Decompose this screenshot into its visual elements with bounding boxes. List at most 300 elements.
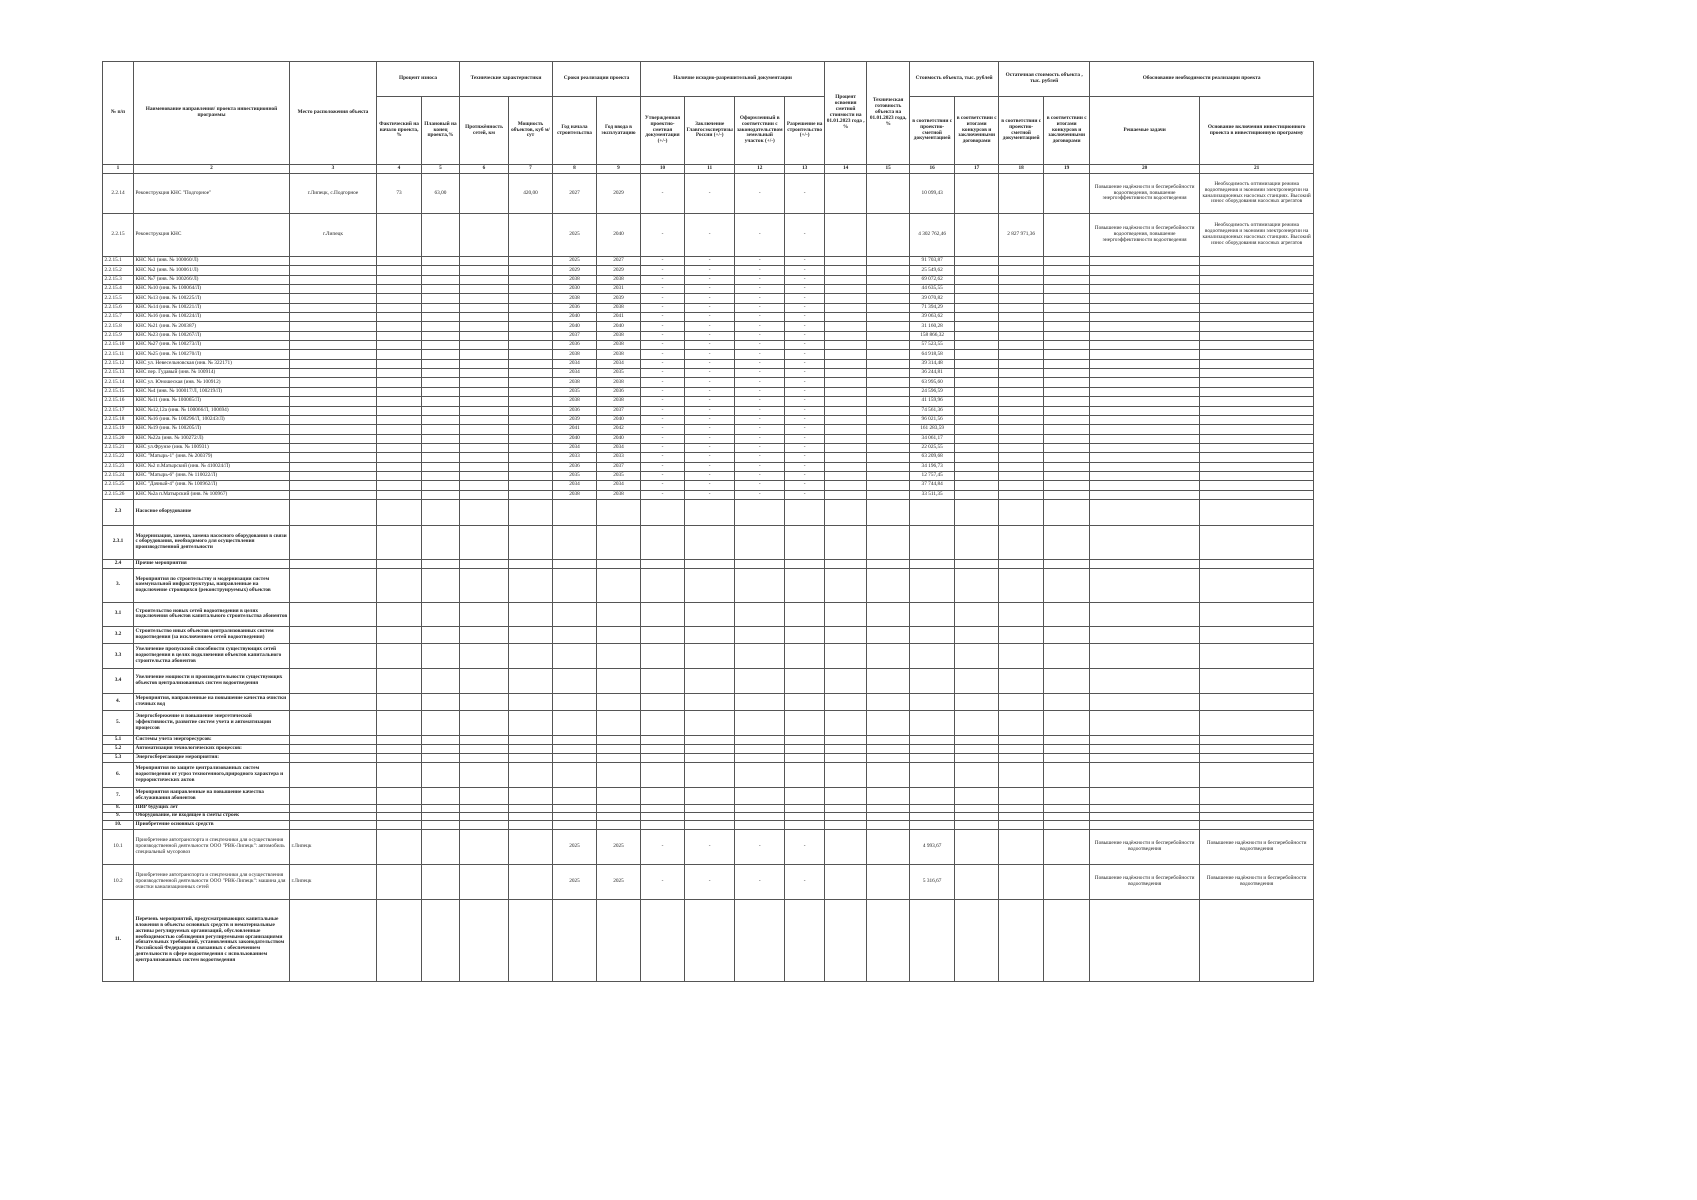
row-number: 2.2.15.12 [103,359,134,368]
row-doc-flag: - [685,397,735,406]
empty-cell [955,322,999,331]
row-number: 10.2 [103,864,134,899]
empty-cell [597,812,641,820]
empty-cell [1200,285,1314,294]
row-doc-flag: - [685,378,735,387]
empty-cell [422,481,460,490]
empty-cell [825,285,867,294]
empty-cell [910,668,955,693]
empty-cell [422,744,460,753]
section-name: Прочие мероприятия [134,559,290,568]
empty-cell [290,406,377,415]
row-end: 2029 [597,174,641,214]
header-cost-contract: в соответствии с итогами конкурсов и заключенными договорами [955,97,999,165]
section-number: 2.3 [103,499,134,525]
empty-cell [955,387,999,396]
empty-cell [1044,829,1090,864]
row-doc-flag: - [735,313,785,322]
row-doc-flag: - [641,214,685,257]
empty-cell [641,899,685,981]
empty-cell [509,387,553,396]
row-start: 2025 [553,257,597,266]
table-row [103,331,1314,340]
empty-cell [867,285,910,294]
empty-cell [290,285,377,294]
empty-cell [955,313,999,322]
empty-cell [955,812,999,820]
empty-cell [825,294,867,303]
empty-cell [1200,471,1314,480]
empty-cell [1200,266,1314,275]
table-row [103,313,1314,322]
row-length [460,174,509,214]
empty-cell [422,471,460,480]
empty-cell [377,369,422,378]
empty-cell [553,668,597,693]
row-doc-flag: - [785,481,825,490]
table-row [103,453,1314,462]
row-cost: 64 918,58 [910,350,955,359]
empty-cell [290,626,377,643]
empty-cell [825,693,867,710]
section-number: 7. [103,787,134,804]
row-name: КНС пер. Гудавый (инв. № 100914) [134,369,290,378]
empty-cell [460,693,509,710]
empty-cell [460,331,509,340]
section-row [103,525,1314,559]
empty-cell [999,331,1044,340]
empty-cell [867,341,910,350]
empty-cell [955,341,999,350]
empty-cell [999,322,1044,331]
empty-cell [955,266,999,275]
table-row [103,303,1314,312]
empty-cell [1090,341,1200,350]
empty-cell [867,313,910,322]
empty-cell [377,257,422,266]
empty-cell [1044,525,1090,559]
empty-cell [1044,804,1090,812]
empty-cell [460,812,509,820]
empty-cell [377,322,422,331]
empty-cell [999,744,1044,753]
row-end: 2036 [597,387,641,396]
row-cost: 96 021,56 [910,415,955,424]
empty-cell [509,753,553,762]
empty-cell [825,406,867,415]
empty-cell [825,214,867,257]
column-number: 10 [641,165,685,174]
empty-cell [825,313,867,322]
empty-cell [290,453,377,462]
empty-cell [685,710,735,735]
column-number: 3 [290,165,377,174]
empty-cell [955,425,999,434]
row-end: 2040 [597,415,641,424]
column-numbers-row [103,165,1314,174]
table-row [103,369,1314,378]
empty-cell [641,735,685,744]
row-end: 2040 [597,434,641,443]
row-name: КНС ул. Невесельновская (инв. № 322171) [134,359,290,368]
empty-cell [597,820,641,829]
empty-cell [1044,303,1090,312]
empty-cell [377,568,422,602]
investment-program-table [102,61,1314,982]
empty-cell [735,762,785,787]
empty-cell [735,643,785,668]
empty-cell [1090,568,1200,602]
empty-cell [377,415,422,424]
row-end: 2034 [597,359,641,368]
section-name: Насосное оборудование [134,499,290,525]
empty-cell [955,471,999,480]
empty-cell [1200,406,1314,415]
empty-cell [1200,481,1314,490]
empty-cell [422,804,460,812]
empty-cell [685,693,735,710]
section-number: 2.3.1 [103,525,134,559]
empty-cell [955,481,999,490]
row-doc-flag: - [641,303,685,312]
empty-cell [460,303,509,312]
row-name: Реконструкция КНС "Подгорное" [134,174,290,214]
empty-cell [867,804,910,812]
row-doc-flag: - [735,490,785,499]
row-cost-contract [955,214,999,257]
empty-cell [999,453,1044,462]
empty-cell [509,434,553,443]
empty-cell [867,710,910,735]
row-doc-flag: - [785,322,825,331]
row-start: 2025 [553,829,597,864]
row-tasks: Повышение надёжности и бесперебойности водоотведения, повышение энергоэффективности водоотведения [1090,214,1200,257]
empty-cell [867,525,910,559]
row-doc-flag: - [641,378,685,387]
empty-cell [422,313,460,322]
empty-cell [867,322,910,331]
row-cost: 12 757,45 [910,471,955,480]
row-doc-flag: - [735,829,785,864]
empty-cell [867,303,910,312]
row-basis: Необходимость оптимизации режима водоотведения и экономии электроэнергии на канализационных насосных станциях. Высокий износ оборудования насосных агрегатов [1200,214,1314,257]
empty-cell [290,490,377,499]
empty-cell [1200,812,1314,820]
empty-cell [735,710,785,735]
empty-cell [1200,341,1314,350]
section-name: Перечень мероприятий, предусматривающих капитальные вложения в объекты основных средств и нематериальные активы регулируемых организаций, обусловленные необходимостью соблюдения регулируемыми организациями обязательных требований, установленных законодательством Российской Федерации и связанных с обеспечением деятельности в сфере водоотведения с использованием централизованных систем водоотведения [134,899,290,981]
empty-cell [999,481,1044,490]
table-header [103,62,1314,165]
row-doc-flag: - [641,174,685,214]
column-number: 7 [509,165,553,174]
empty-cell [1090,490,1200,499]
row-number: 2.2.15.18 [103,415,134,424]
column-number: 15 [867,165,910,174]
empty-cell [785,602,825,626]
empty-cell [290,804,377,812]
empty-cell [999,735,1044,744]
empty-cell [999,425,1044,434]
empty-cell [460,257,509,266]
row-power [509,214,553,257]
empty-cell [377,341,422,350]
empty-cell [290,378,377,387]
empty-cell [641,626,685,643]
empty-cell [867,812,910,820]
row-doc-flag: - [685,369,735,378]
section-number: 9. [103,812,134,820]
empty-cell [509,525,553,559]
empty-cell [1200,804,1314,812]
empty-cell [1200,275,1314,284]
section-row [103,710,1314,735]
empty-cell [1044,787,1090,804]
empty-cell [1200,313,1314,322]
empty-cell [377,753,422,762]
row-doc-flag: - [685,490,735,499]
table-row [103,425,1314,434]
empty-cell [867,174,910,214]
empty-cell [290,525,377,559]
empty-cell [1200,602,1314,626]
row-doc-flag: - [785,350,825,359]
empty-cell [290,812,377,820]
row-cost: 57 523,55 [910,341,955,350]
header-terms: Сроки реализации проекта [553,62,641,97]
empty-cell [1090,626,1200,643]
empty-cell [422,303,460,312]
row-end: 2038 [597,397,641,406]
column-number: 17 [955,165,999,174]
row-doc-flag: - [685,415,735,424]
empty-cell [422,499,460,525]
empty-cell [999,525,1044,559]
empty-cell [1200,322,1314,331]
header-cost-psd: в соответствии с проектно-сметной документацией [910,97,955,165]
row-doc-flag: - [785,490,825,499]
empty-cell [825,378,867,387]
empty-cell [999,626,1044,643]
empty-cell [867,626,910,643]
empty-cell [377,303,422,312]
header-year-start: Год начала строительства [553,97,597,165]
empty-cell [460,294,509,303]
empty-cell [460,899,509,981]
empty-cell [1044,462,1090,471]
empty-cell [460,350,509,359]
empty-cell [785,899,825,981]
section-name: Приобретение основных средств [134,820,290,829]
header-cost: Стоимость объекта, тыс. рублей [910,62,999,97]
empty-cell [377,350,422,359]
empty-cell [290,787,377,804]
row-doc-flag: - [735,294,785,303]
empty-cell [290,559,377,568]
row-doc-flag: - [641,322,685,331]
row-doc-flag: - [785,257,825,266]
empty-cell [377,462,422,471]
empty-cell [509,568,553,602]
empty-cell [735,626,785,643]
empty-cell [509,406,553,415]
empty-cell [1090,294,1200,303]
empty-cell [641,812,685,820]
empty-cell [1200,710,1314,735]
empty-cell [867,257,910,266]
empty-cell [910,499,955,525]
section-name: Строительство иных объектов централизованных систем водоотведения (за исключением сетей водоотведения) [134,626,290,643]
empty-cell [735,693,785,710]
empty-cell [825,341,867,350]
empty-cell [825,397,867,406]
empty-cell [509,829,553,864]
empty-cell [910,693,955,710]
row-cost: 91 703,87 [910,257,955,266]
section-name: Увеличение пропускной способности существующих сетей водоотведения в целях подключения объектов капитального строительства абонентов [134,643,290,668]
empty-cell [1044,710,1090,735]
empty-cell [825,462,867,471]
empty-cell [867,602,910,626]
empty-cell [1200,257,1314,266]
empty-cell [955,490,999,499]
row-doc-flag: - [735,174,785,214]
row-cost: 25 549,62 [910,266,955,275]
row-doc-flag: - [685,303,735,312]
empty-cell [290,481,377,490]
empty-cell [999,499,1044,525]
empty-cell [422,735,460,744]
row-doc-flag: - [785,397,825,406]
empty-cell [955,415,999,424]
empty-cell [910,899,955,981]
empty-cell [1200,744,1314,753]
empty-cell [553,804,597,812]
empty-cell [460,710,509,735]
row-doc-flag: - [641,829,685,864]
row-doc-flag: - [685,471,735,480]
row-doc-flag: - [735,481,785,490]
row-number: 2.2.15.4 [103,285,134,294]
empty-cell [685,753,735,762]
row-doc-flag: - [735,471,785,480]
empty-cell [509,626,553,643]
empty-cell [825,643,867,668]
row-start: 2038 [553,294,597,303]
table-row [103,359,1314,368]
row-end: 2035 [597,369,641,378]
empty-cell [422,462,460,471]
empty-cell [825,568,867,602]
row-start: 2029 [553,266,597,275]
row-doc-flag: - [735,387,785,396]
empty-cell [509,397,553,406]
empty-cell [422,425,460,434]
empty-cell [422,643,460,668]
row-wear-fact [377,214,422,257]
empty-cell [825,275,867,284]
row-start: 2040 [553,313,597,322]
table-row [103,397,1314,406]
empty-cell [290,257,377,266]
empty-cell [735,525,785,559]
row-number: 2.2.15.9 [103,331,134,340]
row-start: 2034 [553,481,597,490]
empty-cell [509,359,553,368]
empty-cell [825,829,867,864]
empty-cell [867,829,910,864]
empty-cell [509,443,553,452]
section-row [103,643,1314,668]
empty-cell [377,434,422,443]
empty-cell [460,668,509,693]
empty-cell [955,626,999,643]
empty-cell [597,525,641,559]
empty-cell [290,415,377,424]
row-doc-flag: - [785,174,825,214]
empty-cell [641,804,685,812]
header-tech: Технические характеристики [460,62,553,97]
empty-cell [825,303,867,312]
empty-cell [422,829,460,864]
empty-cell [1200,294,1314,303]
empty-cell [867,864,910,899]
header-prelim: Процент освоения сметной стоимости на 01.01.2023 года , % [825,62,867,165]
row-cost: 37 744,84 [910,481,955,490]
empty-cell [422,331,460,340]
empty-cell [553,693,597,710]
empty-cell [460,762,509,787]
empty-cell [825,735,867,744]
empty-cell [553,559,597,568]
empty-cell [910,753,955,762]
empty-cell [1090,499,1200,525]
empty-cell [509,499,553,525]
section-name: Увеличение мощности и производительности существующих объектов централизованных систем водоотведения [134,668,290,693]
empty-cell [1044,559,1090,568]
empty-cell [999,285,1044,294]
empty-cell [422,787,460,804]
empty-cell [290,471,377,480]
empty-cell [955,864,999,899]
row-name: Реконструкция КНС [134,214,290,257]
empty-cell [422,626,460,643]
section-number: 4. [103,693,134,710]
empty-cell [509,804,553,812]
empty-cell [825,744,867,753]
row-end: 2038 [597,341,641,350]
row-start: 2036 [553,406,597,415]
column-number: 11 [685,165,735,174]
row-power: 420,00 [509,174,553,214]
empty-cell [290,462,377,471]
empty-cell [377,804,422,812]
empty-cell [910,804,955,812]
empty-cell [1090,359,1200,368]
section-row [103,602,1314,626]
empty-cell [785,787,825,804]
row-cost: 71 394,29 [910,303,955,312]
empty-cell [422,322,460,331]
row-doc-flag: - [785,471,825,480]
empty-cell [999,443,1044,452]
empty-cell [735,812,785,820]
row-end: 2034 [597,481,641,490]
empty-cell [290,643,377,668]
empty-cell [509,812,553,820]
empty-cell [1090,525,1200,559]
empty-cell [955,820,999,829]
